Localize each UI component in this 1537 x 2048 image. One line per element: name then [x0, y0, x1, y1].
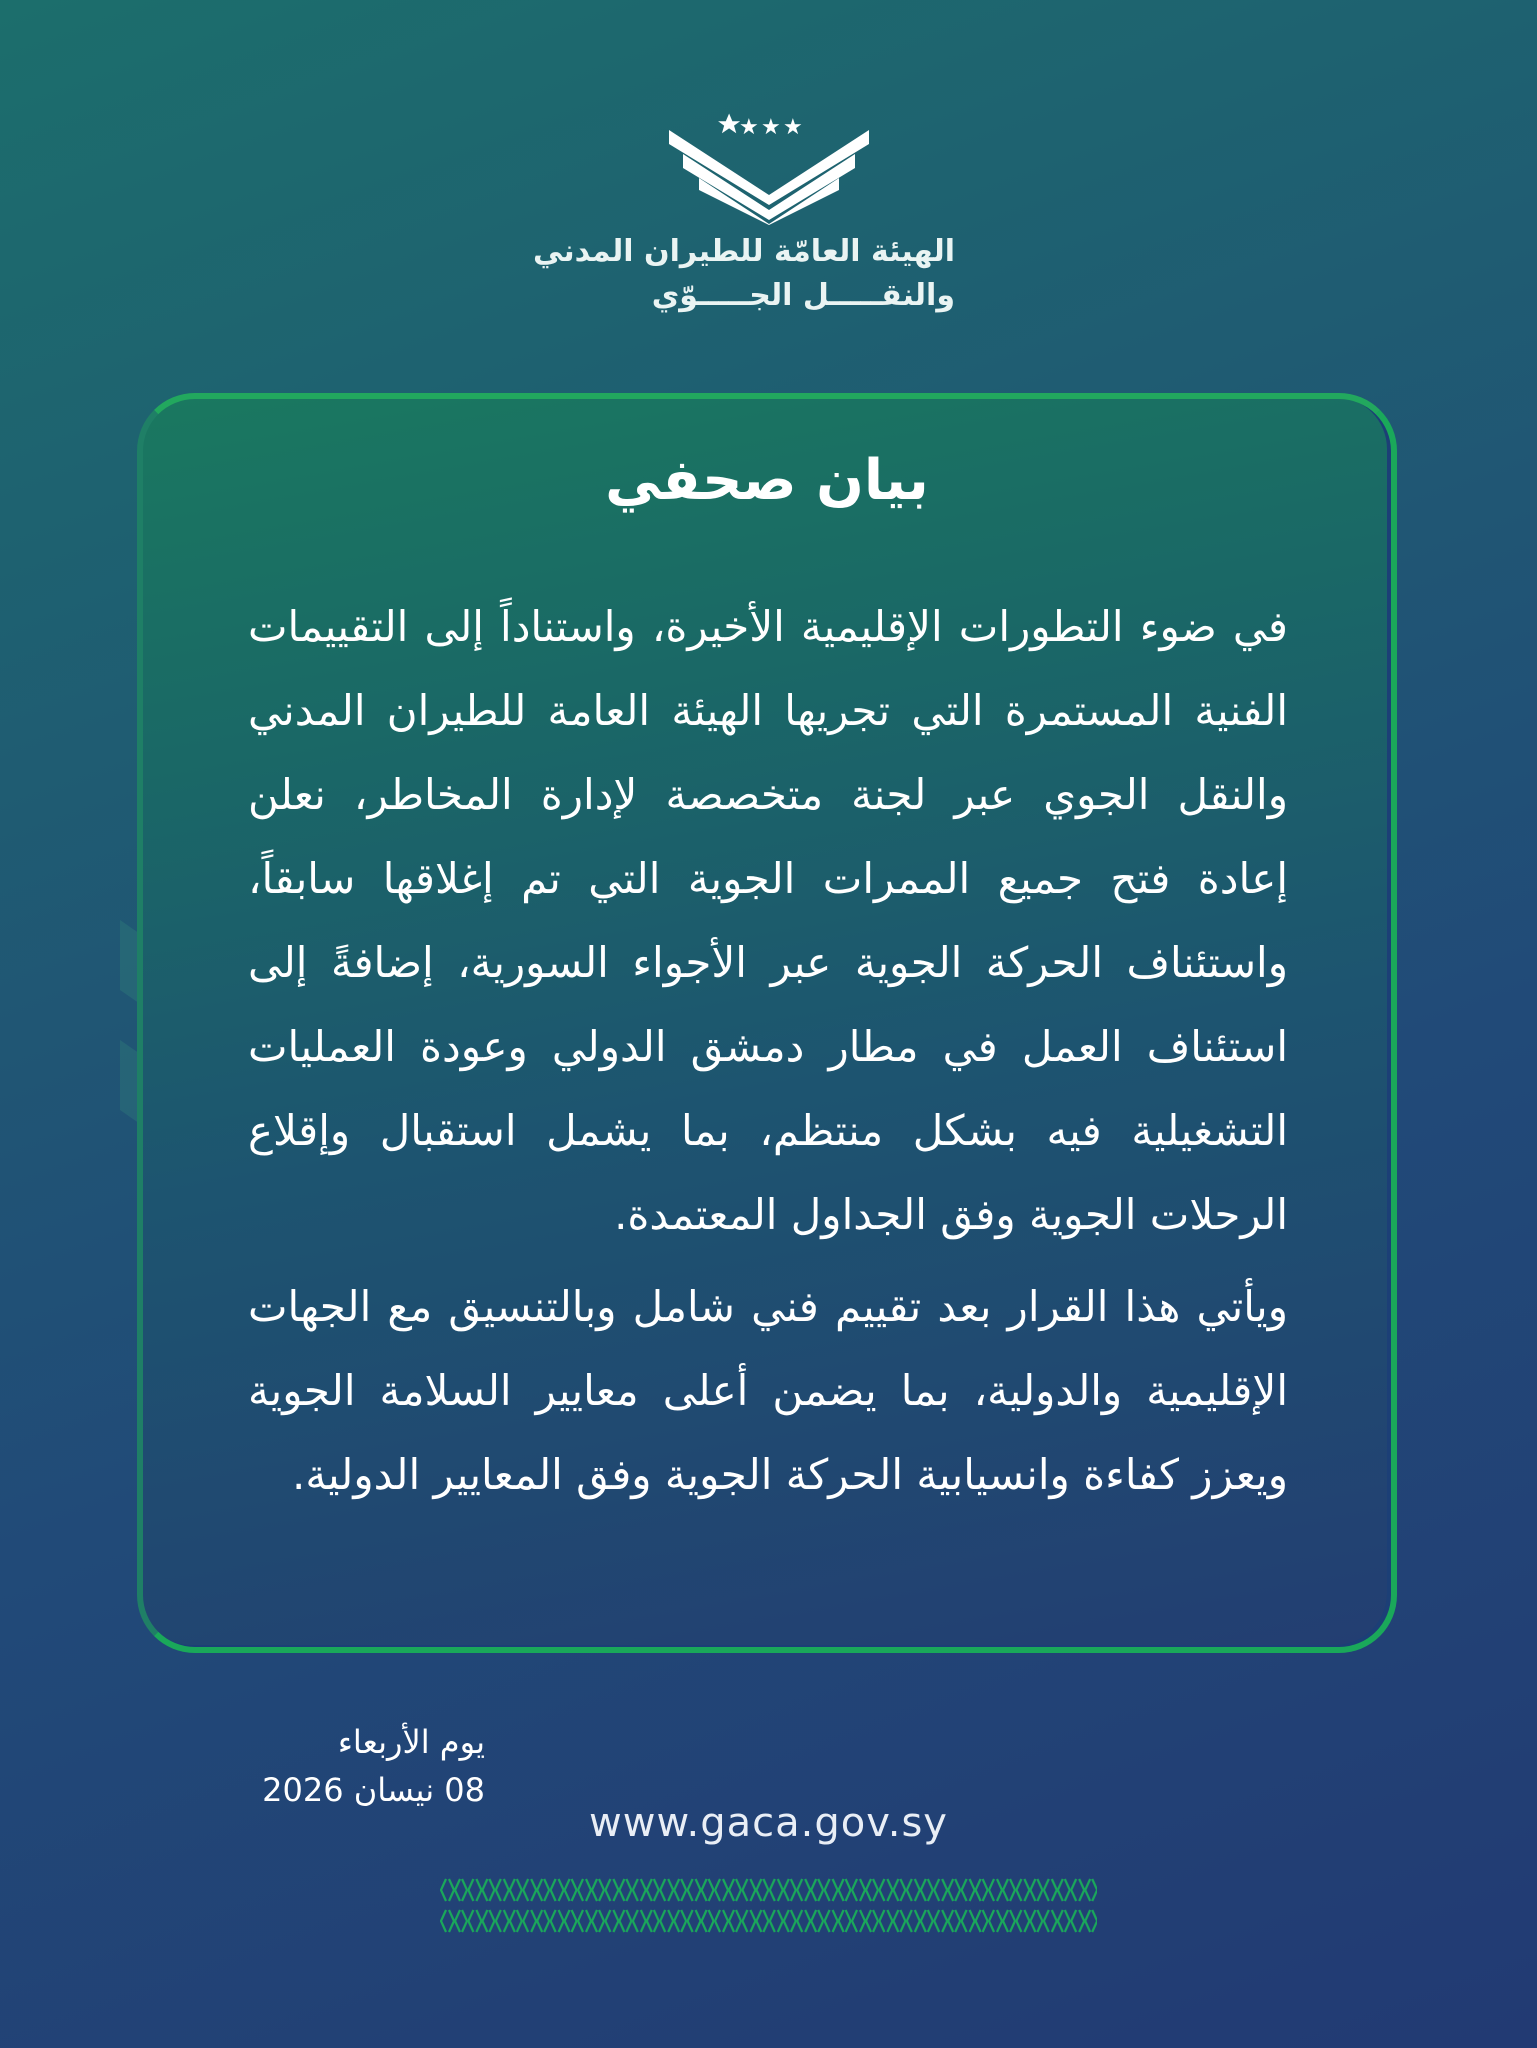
- svg-text:★: ★: [782, 115, 803, 140]
- decorative-chevron-pattern-icon: [440, 1875, 1097, 1937]
- organization-name-line1: الهيئة العامّة للطيران المدني: [532, 234, 955, 269]
- date-day: يوم الأربعاء: [337, 1723, 485, 1761]
- organization-name: [532, 230, 955, 318]
- organization-name-line2: والنقـــــل الجـــــوّي: [651, 278, 955, 313]
- statement-paragraph-1: في ضوء التطورات الإقليمية الأخيرة، واستناداً إلى التقييمات الفنية المستمرة التي تجريها الهيئة العامة للطيران المدني والنقل الجوي عبر لجنة متخصصة لإدارة المخاطر، نعلن إعادة فتح جميع الممرات الجوية التي تم إغلاقها سابقاً، واستئناف الحركة الجوية عبر الأجواء السورية، إضافةً إلى استئناف العمل في مطار دمشق الدولي وعودة العمليات التشغيلية فيه بشكل منتظم، بما يشمل استقبال وإقلاع الرحلات الجوية وفق الجداول المعتمدة.: [248, 602, 1288, 1239]
- statement-title: بيان صحفي: [605, 448, 929, 513]
- date-value: 08 نيسان 2026: [262, 1771, 485, 1809]
- gaca-logo: [0, 110, 1537, 225]
- svg-text:★: ★: [760, 115, 781, 140]
- svg-text:★: ★: [738, 115, 759, 140]
- statement-paragraph-2: ويأتي هذا القرار بعد تقييم فني شامل وبالتنسيق مع الجهات الإقليمية والدولية، بما يضمن أعلى معايير السلامة الجوية ويعزز كفاءة وانسيابية الحركة الجوية وفق المعايير الدولية.: [248, 1282, 1288, 1499]
- gaca-wings-emblem-icon: [669, 110, 869, 225]
- website-link[interactable]: www.gaca.gov.sy: [589, 1800, 948, 1846]
